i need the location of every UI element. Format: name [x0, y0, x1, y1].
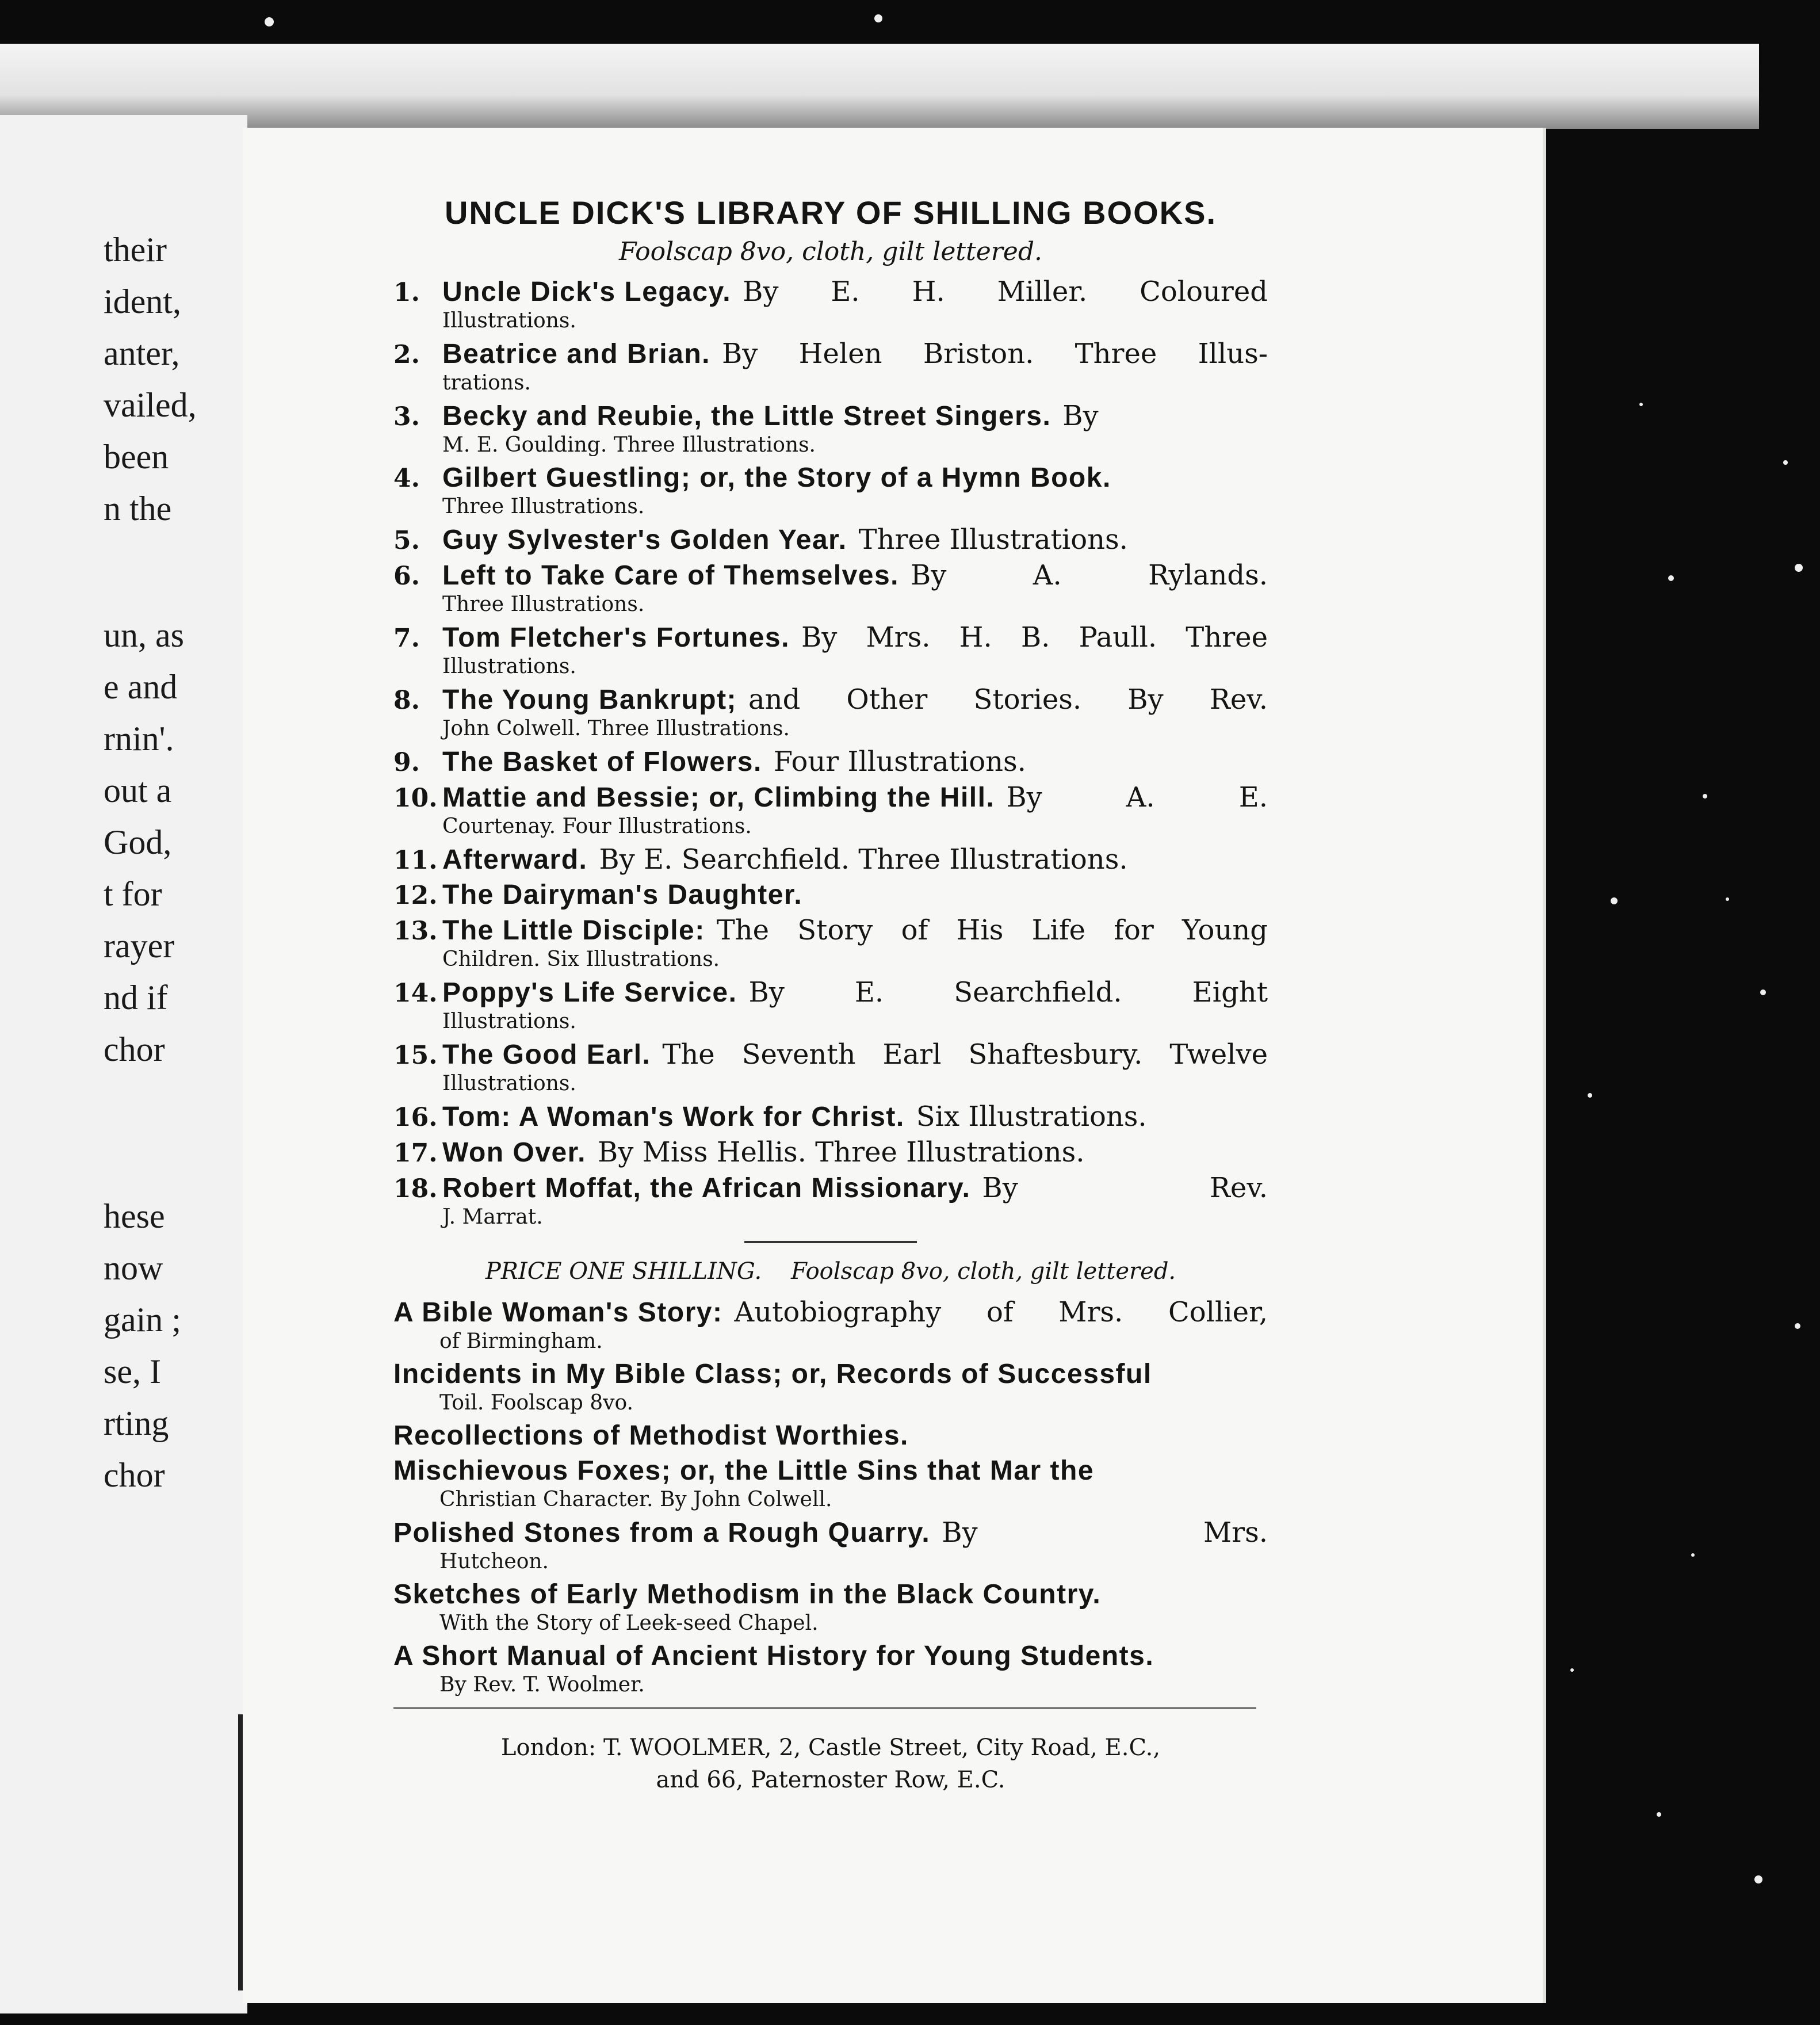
book-title: Mattie and Bessie; or, Climbing the Hill.: [442, 782, 995, 813]
book-details: By E. H. Miller. Coloured: [743, 276, 1268, 308]
book-entry: [393, 781, 1268, 840]
format-heading: Foolscap 8vo, cloth, gilt lettered.: [791, 1258, 1176, 1285]
book-number: 8.: [393, 686, 420, 715]
book-number: 6.: [393, 561, 420, 591]
left-page-fragment: e and: [104, 668, 178, 706]
book-title: Guy Sylvester's Golden Year.: [442, 525, 847, 555]
book-title: Tom Fletcher's Fortunes.: [442, 622, 790, 653]
book-details: By Helen Briston. Three Illus-: [721, 338, 1268, 370]
left-page-fragment: n the: [104, 490, 172, 528]
book-details: Four Illustrations.: [773, 746, 1026, 778]
book-entry: [393, 843, 1268, 876]
book-number: 4.: [393, 464, 420, 493]
second-book-list: [393, 1296, 1268, 1698]
book-details-continued: Children. Six Illustrations.: [442, 947, 720, 971]
book-title: The Good Earl.: [442, 1040, 651, 1070]
film-speck: [1657, 1812, 1661, 1817]
book-details-continued: Illustrations.: [442, 1010, 576, 1033]
book-number: 2.: [393, 340, 420, 369]
book-entry: [393, 524, 1268, 556]
second-book-title: Incidents in My Bible Class; or, Records of Successful: [393, 1359, 1152, 1389]
left-page-fragment: rayer: [104, 927, 175, 965]
book-title: Beatrice and Brian.: [442, 339, 710, 369]
second-book-details-continued: With the Story of Leek-seed Chapel.: [439, 1611, 819, 1635]
film-speck: [1783, 460, 1788, 465]
left-page-fragment: chor: [104, 1030, 165, 1068]
book-entry: [393, 462, 1268, 520]
book-number: 9.: [393, 748, 420, 777]
book-entry: [393, 621, 1268, 680]
second-book-title: Sketches of Early Methodism in the Black Country.: [393, 1579, 1102, 1610]
left-page-fragment: God,: [104, 823, 172, 861]
book-details: The Story of His Life for Young: [716, 914, 1268, 946]
left-page-fragment: chor: [104, 1456, 165, 1494]
book-number: 14.: [393, 979, 438, 1008]
second-book-title: A Short Manual of Ancient History for Young Students.: [393, 1641, 1154, 1671]
book-title: Left to Take Care of Themselves.: [442, 560, 900, 591]
second-book-details-continued: By Rev. T. Woolmer.: [439, 1673, 645, 1697]
book-entry: [393, 400, 1268, 459]
book-title: Won Over.: [442, 1137, 587, 1168]
book-details-continued: Three Illustrations.: [442, 495, 645, 518]
book-details-continued: Three Illustrations.: [442, 593, 645, 616]
publisher-footer: [393, 1732, 1268, 1796]
book-title: Afterward.: [442, 845, 588, 875]
book-details-continued: J. Marrat.: [442, 1205, 543, 1229]
page-title: UNCLE DICK'S LIBRARY OF SHILLING BOOKS.: [444, 194, 1217, 231]
second-book-details-continued: of Birmingham.: [439, 1329, 603, 1353]
film-speck: [1588, 1093, 1592, 1098]
book-entry: [393, 1172, 1268, 1231]
book-entry: [393, 746, 1268, 778]
footer-divider: [393, 1707, 1256, 1709]
book-details-continued: Illustrations.: [442, 309, 576, 333]
footer-line-1: London: T. WOOLMER, 2, Castle Street, City Road, E.C.,: [500, 1734, 1161, 1761]
page-content: [393, 194, 1268, 1796]
book-title: Gilbert Guestling; or, the Story of a Hymn Book.: [442, 463, 1111, 493]
film-speck: [1795, 564, 1803, 572]
second-book-entry: [393, 1455, 1268, 1513]
book-details-continued: Courtenay. Four Illustrations.: [442, 815, 752, 838]
book-title: Tom: A Woman's Work for Christ.: [442, 1102, 905, 1132]
second-book-entry: [393, 1358, 1268, 1416]
second-book-entry: [393, 1296, 1268, 1355]
second-book-details: Autobiography of Mrs. Collier,: [734, 1296, 1268, 1328]
book-details: By A. Rylands.: [911, 559, 1268, 591]
book-number: 12.: [393, 881, 438, 910]
book-details: By Miss Hellis. Three Illustrations.: [598, 1136, 1085, 1168]
book-details: By A. E.: [1006, 781, 1268, 813]
left-page-fragment: rnin'.: [104, 720, 174, 758]
book-entry: [393, 338, 1268, 396]
book-title: The Little Disciple:: [442, 915, 705, 946]
left-page-fragment: been: [104, 438, 169, 476]
book-entry: [393, 683, 1268, 742]
book-title: The Dairyman's Daughter.: [442, 880, 803, 910]
film-speck: [1668, 575, 1674, 581]
book-title: The Basket of Flowers.: [442, 747, 762, 777]
second-book-entry: [393, 1516, 1268, 1575]
book-entry: [393, 276, 1268, 334]
book-number: 13.: [393, 916, 438, 946]
footer-line-2: and 66, Paternoster Row, E.C.: [656, 1767, 1005, 1793]
book-title: The Young Bankrupt;: [442, 685, 737, 715]
second-section-heading: [393, 1258, 1268, 1285]
book-entry: [393, 976, 1268, 1035]
book-details-continued: Illustrations.: [442, 1072, 576, 1095]
book-entry: [393, 1038, 1268, 1097]
second-book-details-continued: Hutcheon.: [439, 1550, 549, 1573]
book-list: [393, 276, 1268, 1231]
left-page-fragment: now: [104, 1249, 163, 1287]
right-page: [243, 128, 1543, 2003]
film-speck: [1611, 897, 1618, 904]
book-details: The Seventh Earl Shaftesbury. Twelve: [662, 1038, 1268, 1071]
left-page-fragment: se, I: [104, 1352, 161, 1390]
film-speck: [874, 14, 882, 22]
second-book-title: Recollections of Methodist Worthies.: [393, 1420, 909, 1451]
book-number: 17.: [393, 1138, 438, 1168]
left-page-fragment: rting: [104, 1404, 169, 1442]
book-details: and Other Stories. By Rev.: [748, 683, 1268, 716]
film-speck: [1570, 1668, 1574, 1672]
left-page-fragment: un, as: [104, 616, 184, 654]
book-entry: [393, 1136, 1268, 1168]
second-book-details: By Mrs.: [942, 1516, 1268, 1549]
book-details-continued: trations.: [442, 371, 531, 395]
book-entry: [393, 559, 1268, 618]
left-page-fragment: ident,: [104, 282, 181, 320]
film-speck: [265, 17, 274, 26]
section-divider: [744, 1241, 917, 1243]
book-details-continued: M. E. Goulding. Three Illustrations.: [442, 433, 816, 457]
left-page-fragment: t for: [104, 875, 162, 913]
book-number: 11.: [393, 846, 438, 875]
book-number: 5.: [393, 526, 420, 555]
left-page-fragment: vailed,: [104, 386, 197, 424]
second-book-title: A Bible Woman's Story:: [393, 1297, 723, 1328]
book-details: Three Illustrations.: [858, 524, 1128, 556]
book-number: 7.: [393, 624, 420, 653]
book-details: By Rev.: [982, 1172, 1268, 1204]
second-book-details-continued: Christian Character. By John Colwell.: [439, 1488, 832, 1511]
book-title: Robert Moffat, the African Missionary.: [442, 1173, 971, 1203]
film-speck: [1795, 1323, 1800, 1329]
book-title: Poppy's Life Service.: [442, 977, 737, 1008]
book-details: By Mrs. H. B. Paull. Three: [801, 621, 1268, 654]
price-heading: PRICE ONE SHILLING.: [485, 1258, 762, 1285]
book-details: By E. Searchfield. Eight: [748, 976, 1268, 1008]
book-number: 16.: [393, 1103, 438, 1132]
film-speck: [1639, 403, 1643, 406]
book-details: By: [1062, 400, 1099, 432]
second-book-title: Mischievous Foxes; or, the Little Sins that Mar the: [393, 1455, 1095, 1486]
film-speck: [1691, 1553, 1695, 1557]
book-title: Uncle Dick's Legacy.: [442, 277, 732, 307]
second-book-details-continued: Toil. Foolscap 8vo.: [439, 1391, 633, 1415]
film-speck: [1760, 989, 1766, 995]
left-page-fragment: nd if: [104, 979, 168, 1017]
book-number: 1.: [393, 278, 420, 307]
film-speck: [1726, 897, 1729, 901]
film-speck: [1703, 794, 1707, 798]
book-entry: [393, 879, 1268, 911]
book-number: 18.: [393, 1174, 438, 1203]
second-book-entry: [393, 1640, 1268, 1698]
left-page-fragment: hese: [104, 1197, 165, 1235]
left-page: [0, 115, 247, 2013]
left-page-fragment: gain ;: [104, 1301, 181, 1339]
book-number: 3.: [393, 402, 420, 431]
left-page-fragment: their: [104, 231, 167, 269]
gutter-line: [238, 1714, 243, 1990]
second-book-title: Polished Stones from a Rough Quarry.: [393, 1518, 931, 1548]
second-book-entry: [393, 1579, 1268, 1637]
second-book-entry: [393, 1420, 1268, 1451]
top-paper-strip: [0, 44, 1759, 129]
book-entry: [393, 1101, 1268, 1133]
book-number: 10.: [393, 784, 438, 813]
left-page-fragment: anter,: [104, 334, 180, 372]
book-details: By E. Searchfield. Three Illustrations.: [599, 843, 1128, 876]
film-speck: [1754, 1875, 1762, 1883]
left-page-fragment: out a: [104, 771, 172, 809]
book-details-continued: John Colwell. Three Illustrations.: [442, 717, 790, 740]
page-subtitle: Foolscap 8vo, cloth, gilt lettered.: [618, 237, 1042, 266]
book-number: 15.: [393, 1041, 438, 1070]
book-details: Six Illustrations.: [916, 1101, 1147, 1133]
book-details-continued: Illustrations.: [442, 655, 576, 678]
book-title: Becky and Reubie, the Little Street Singers.: [442, 401, 1052, 431]
book-entry: [393, 914, 1268, 973]
